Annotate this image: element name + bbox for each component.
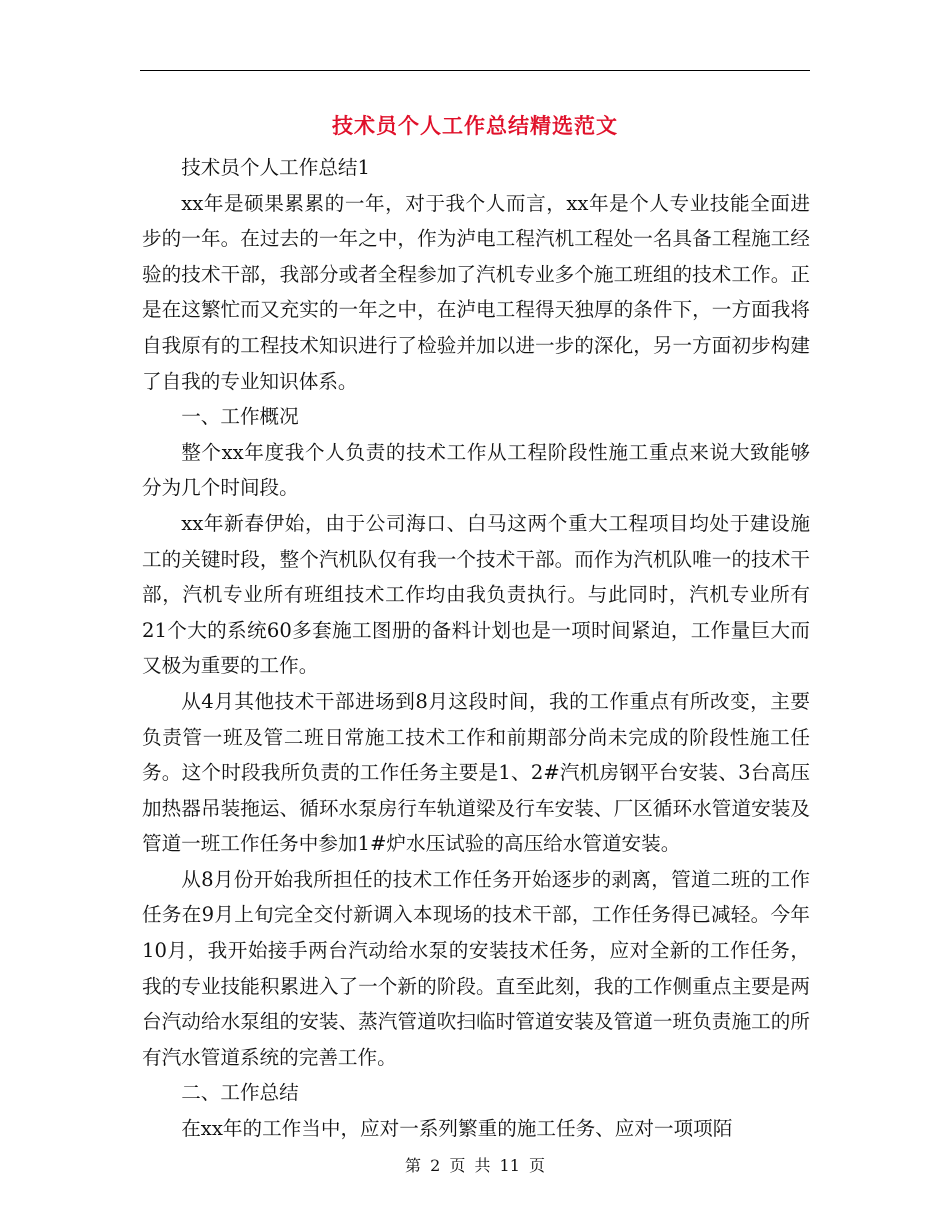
paragraph-april-august: 从4月其他技术干部进场到8月这段时间，我的工作重点有所改变，主要负责管一班及管二班日常施工技术工作和前期部分尚未完成的阶段性施工任务。这个时段我所负责的工作任务主要是1、2#汽机房钢平台安装、3台高压加热器吊装拖运、循环水泵房行车轨道梁及行车安装、厂区循环水管道安装及管道一班工作任务中参加1#炉水压试验的高压给水管道安装。	[142, 689, 810, 856]
page-number-footer: 第 2 页 共 11 页	[405, 1156, 545, 1175]
paragraph-intro: xx年是硕果累累的一年，对于我个人而言，xx年是个人专业技能全面进步的一年。在过去的一年之中，作为泸电工程汽机工程处一名具备工程施工经验的技术干部，我部分或者全程参加了汽机专业多个施工班组的技术工作。正是在这繁忙而又充实的一年之中，在泸电工程得天独厚的条件下，一方面我将自我原有的工程技术知识进行了检验并加以进一步的深化，另一方面初步构建了自我的专业知识体系。	[142, 191, 810, 393]
document-body	[142, 150, 810, 1147]
header-rule	[140, 70, 810, 71]
paragraph-new-year: xx年新春伊始，由于公司海口、白马这两个重大工程项目均处于建设施工的关键时段，整个汽机队仅有我一个技术干部。而作为汽机队唯一的技术干部，汽机专业所有班组技术工作均由我负责执行。与此同时，汽机专业所有21个大的系统60多套施工图册的备料计划也是一项时间紧迫，工作量巨大而又极为重要的工作。	[142, 511, 810, 678]
paragraph-summary: 在xx年的工作当中，应对一系列繁重的施工任务、应对一项项陌	[181, 1117, 733, 1141]
section-subtitle: 技术员个人工作总结1	[181, 156, 370, 179]
heading-work-summary: 二、工作总结	[181, 1081, 299, 1105]
paragraph-august-onward: 从8月份开始我所担任的技术工作任务开始逐步的剥离，管道二班的工作任务在9月上旬完全交付新调入本现场的技术干部，工作任务得已减轻。今年10月，我开始接手两台汽动给水泵的安装技术任务，应对全新的工作任务，我的专业技能积累进入了一个新的阶段。直至此刻，我的工作侧重点主要是两台汽动给水泵组的安装、蒸汽管道吹扫临时管道安装及管道一班负责施工的所有汽水管道系统的完善工作。	[142, 867, 810, 1069]
paragraph-overview: 整个xx年度我个人负责的技术工作从工程阶段性施工重点来说大致能够分为几个时间段。	[142, 440, 810, 500]
heading-work-overview: 一、工作概况	[181, 405, 299, 429]
document-title: 技术员个人工作总结精选范文	[332, 113, 618, 138]
